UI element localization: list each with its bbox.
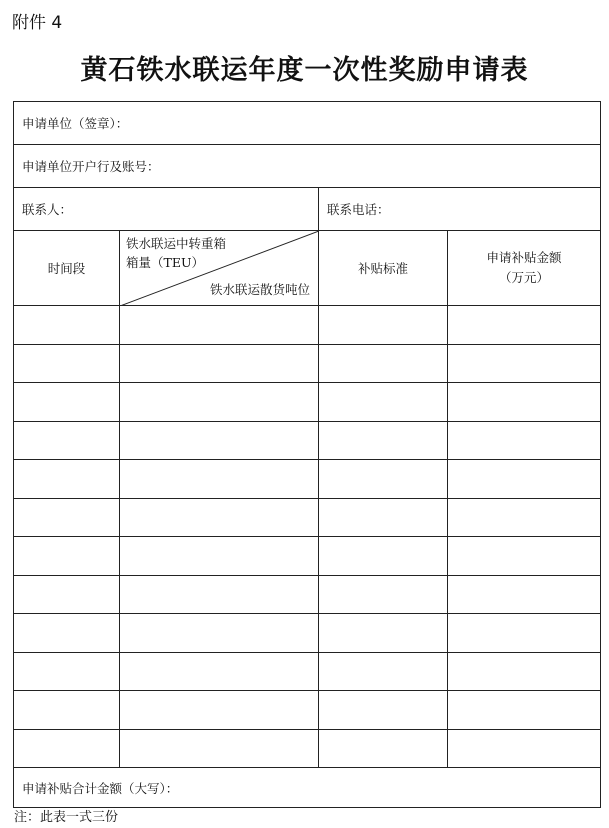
subsidy-amount-cell[interactable]: [448, 614, 601, 653]
time-period-cell[interactable]: [14, 537, 120, 576]
volume-cell[interactable]: [120, 421, 319, 460]
footer-note: 注：此表一式三份: [14, 810, 119, 825]
table-row: [14, 575, 601, 614]
table-row: [14, 537, 601, 576]
subsidy-standard-cell[interactable]: [319, 575, 448, 614]
volume-cell[interactable]: [120, 729, 319, 768]
time-period-cell[interactable]: [14, 383, 120, 422]
table-row: [14, 691, 601, 730]
volume-cell[interactable]: [120, 652, 319, 691]
bank-account-label: 申请单位开户行及账号：: [22, 159, 160, 174]
bulk-tonnage-header: 铁水联运散货吨位: [209, 282, 310, 297]
time-period-cell[interactable]: [14, 614, 120, 653]
subsidy-amount-cell[interactable]: [448, 498, 601, 537]
subsidy-standard-cell[interactable]: [319, 344, 448, 383]
subsidy-amount-cell[interactable]: [448, 691, 601, 730]
table-row: [14, 421, 601, 460]
subsidy-standard-cell[interactable]: [319, 383, 448, 422]
contact-phone-field[interactable]: [319, 188, 601, 231]
subsidy-standard-cell[interactable]: [319, 652, 448, 691]
volume-cell[interactable]: [120, 575, 319, 614]
column-header-row: [14, 231, 601, 306]
subsidy-standard-cell[interactable]: [319, 421, 448, 460]
subsidy-amount-header-line2: （万元）: [499, 270, 550, 285]
volume-cell[interactable]: [120, 344, 319, 383]
subsidy-amount-cell[interactable]: [448, 421, 601, 460]
subsidy-amount-cell[interactable]: [448, 729, 601, 768]
time-period-cell[interactable]: [14, 421, 120, 460]
total-amount-label: 申请补贴合计金额（大写）：: [22, 780, 179, 796]
subsidy-amount-cell[interactable]: [448, 306, 601, 345]
subsidy-amount-header: [448, 231, 601, 306]
volume-cell[interactable]: [120, 498, 319, 537]
volume-cell[interactable]: [120, 460, 319, 499]
attachment-label: 附件 4: [12, 13, 63, 33]
subsidy-amount-cell[interactable]: [448, 383, 601, 422]
time-period-cell[interactable]: [14, 306, 120, 345]
bank-account-row: [14, 145, 601, 188]
subsidy-amount-cell[interactable]: [448, 537, 601, 576]
time-period-cell[interactable]: [14, 691, 120, 730]
volume-cell[interactable]: [120, 691, 319, 730]
subsidy-standard-cell[interactable]: [319, 306, 448, 345]
table-row: [14, 306, 601, 345]
volume-cell[interactable]: [120, 614, 319, 653]
table-row: [14, 383, 601, 422]
subsidy-standard-cell[interactable]: [319, 498, 448, 537]
subsidy-amount-header-line1: 申请补贴金额: [486, 250, 562, 265]
container-volume-header-line1: 铁水联运中转重箱: [126, 236, 227, 251]
applicant-unit-label: 申请单位（签章）：: [22, 116, 129, 131]
application-form-table: [13, 101, 601, 808]
total-amount-field[interactable]: [14, 768, 601, 808]
contact-phone-label: 联系电话：: [327, 202, 390, 217]
subsidy-standard-cell[interactable]: [319, 537, 448, 576]
subsidy-standard-header: 补贴标准: [319, 231, 448, 306]
subsidy-amount-cell[interactable]: [448, 344, 601, 383]
table-row: [14, 498, 601, 537]
contact-person-label: 联系人：: [22, 202, 73, 217]
time-period-cell[interactable]: [14, 729, 120, 768]
form-title: 黄石铁水联运年度一次性奖励申请表: [80, 55, 529, 86]
container-volume-header-line2: 箱量（TEU）: [126, 255, 204, 270]
volume-cell[interactable]: [120, 383, 319, 422]
contact-row: [14, 188, 601, 231]
subsidy-standard-cell[interactable]: [319, 614, 448, 653]
applicant-unit-row: [14, 102, 601, 145]
time-period-cell[interactable]: [14, 460, 120, 499]
contact-person-field[interactable]: [14, 188, 319, 231]
subsidy-amount-cell[interactable]: [448, 460, 601, 499]
time-period-header: 时间段: [14, 231, 120, 306]
subsidy-standard-cell[interactable]: [319, 691, 448, 730]
table-row: [14, 729, 601, 768]
subsidy-amount-cell[interactable]: [448, 575, 601, 614]
time-period-cell[interactable]: [14, 498, 120, 537]
time-period-cell[interactable]: [14, 344, 120, 383]
subsidy-standard-cell[interactable]: [319, 729, 448, 768]
table-row: [14, 344, 601, 383]
total-row: [14, 768, 601, 808]
diagonal-header-cell: [120, 231, 319, 306]
table-row: [14, 460, 601, 499]
volume-cell[interactable]: [120, 306, 319, 345]
time-period-cell[interactable]: [14, 652, 120, 691]
time-period-cell[interactable]: [14, 575, 120, 614]
volume-cell[interactable]: [120, 537, 319, 576]
table-row: [14, 652, 601, 691]
subsidy-amount-cell[interactable]: [448, 652, 601, 691]
bank-account-field[interactable]: [14, 145, 601, 188]
table-row: [14, 614, 601, 653]
subsidy-standard-cell[interactable]: [319, 460, 448, 499]
applicant-unit-field[interactable]: [14, 102, 601, 145]
